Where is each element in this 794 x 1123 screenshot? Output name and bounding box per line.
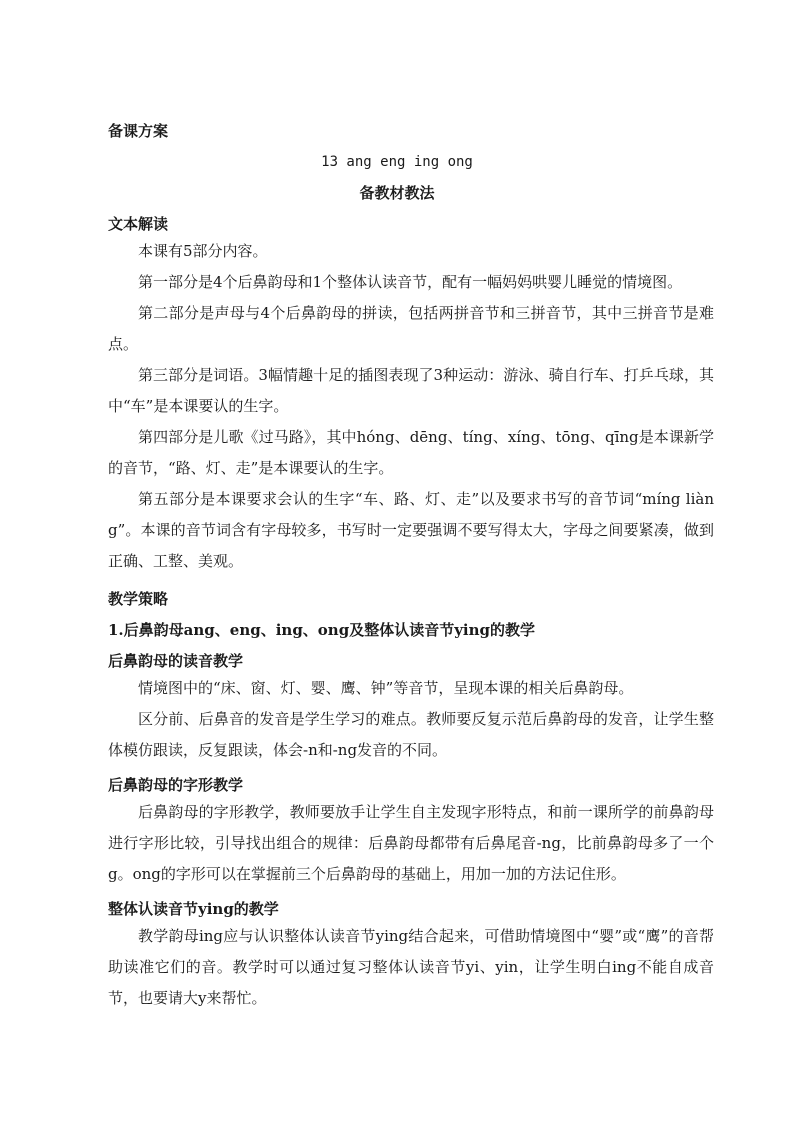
header-label: 备课方案 [108, 122, 169, 140]
paragraph: 教学韵母ing应与认识整体认读音节ying结合起来，可借助情境图中“婴”或“鹰”的音帮助读准它们的音。教学时可以通过复习整体认读音节yi、yin，让学生明白ing不能自成音节，也要请大y来帮忙。 [108, 927, 714, 1007]
section-title: 备教材教法 [359, 184, 435, 202]
paragraph [108, 298, 714, 360]
paragraph: 本课有5部分内容。 [138, 242, 268, 260]
lesson-title: 13 ang eng ing ong [321, 154, 473, 170]
subheading-shape: 后鼻韵母的字形教学 [108, 776, 244, 794]
text-reading-heading: 文本解读 [108, 215, 169, 233]
paragraph: 第四部分是儿歌《过马路》，其中hóng、dēng、tíng、xíng、tōng、qīng是本课新学的音节，“路、灯、走”是本课要认的生字。 [108, 428, 714, 477]
paragraph-text: 第二部分是声母与4个后鼻韵母的拼读，包括两拼音节和三拼音节，其中三拼音节是难点。 [108, 304, 714, 353]
strategy-heading: 教学策略 [108, 590, 169, 608]
paragraph: 第三部分是词语。3幅情趣十足的插图表现了3种运动：游泳、骑自行车、打乒乓球，其中“车”是本课要认的生字。 [108, 366, 714, 415]
paragraph: 第一部分是4个后鼻韵母和1个整体认读音节，配有一幅妈妈哄婴儿睡觉的情境图。 [138, 273, 683, 291]
paragraph: 后鼻韵母的字形教学，教师要放手让学生自主发现字形特点，和前一课所学的前鼻韵母进行字形比较，引导找出组合的规律：后鼻韵母都带有后鼻尾音-ng，比前鼻韵母多了一个g。ong的字形可以在掌握前三个后鼻韵母的基础上，用加一加的方法记住形。 [108, 803, 714, 883]
strategy-item-1: 1.后鼻韵母ang、eng、ing、ong及整体认读音节ying的教学 [108, 621, 536, 639]
paragraph: 第五部分是本课要求会认的生字“车、路、灯、走”以及要求书写的音节词“míng liàng”。本课的音节词含有字母较多，书写时一定要强调不要写得太大，字母之间要紧凑，做到正确、工整、美观。 [108, 490, 714, 570]
paragraph: 区分前、后鼻音的发音是学生学习的难点。教师要反复示范后鼻韵母的发音，让学生整体模仿跟读，反复跟读，体会-n和-ng发音的不同。 [108, 710, 714, 759]
subheading-pronunciation: 后鼻韵母的读音教学 [108, 652, 244, 670]
paragraph: 情境图中的“床、窗、灯、婴、鹰、钟”等音节，呈现本课的相关后鼻韵母。 [138, 679, 634, 697]
subheading-ying: 整体认读音节ying的教学 [108, 900, 279, 918]
